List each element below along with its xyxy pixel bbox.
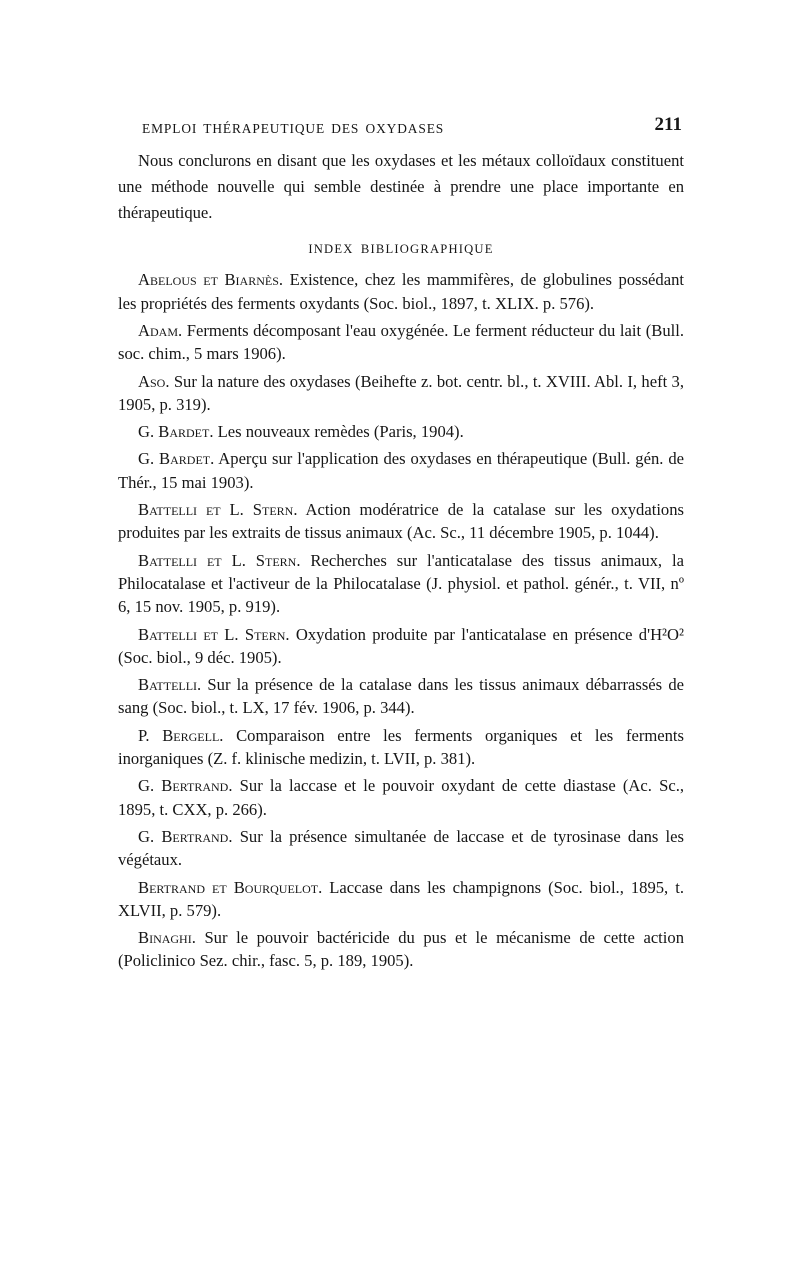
bibliography-text: Recherches sur l'anticatalase des tissus animaux, la Philocatalase et l'activeur de la Philocatalase (J. physiol. et pathol. génér., t. VII, nº 6, 15 nov. 1905, p. 919). <box>118 550 684 617</box>
bibliography-author: Binaghi. <box>138 928 196 948</box>
bibliography-entry <box>118 447 684 498</box>
bibliography-author: G. Bardet. <box>138 422 214 442</box>
bibliography-author: Aso. <box>138 371 170 391</box>
bibliography-text: Sur la nature des oxydases (Beihefte z. bot. centr. bl., t. XVIII. Abl. I, heft 3, 1905, p. 319). <box>118 371 684 414</box>
page-number: 211 <box>654 114 682 135</box>
bibliography-text: Sur le pouvoir bactéricide du pus et le mécanisme de cette action (Policlinico Sez. chir., fasc. 5, p. 189, 1905). <box>118 928 684 971</box>
conclusion-paragraph: Nous conclurons en disant que les oxydases et les métaux colloïdaux constituent une méthode nouvelle qui semble destinée à prendre une place importante en thérapeutique. <box>118 151 684 222</box>
book-page <box>118 110 684 977</box>
bibliography-author: P. Bergell. <box>138 725 224 745</box>
running-head: EMPLOI THÉRAPEUTIQUE DES OXYDASES <box>142 121 445 136</box>
bibliography-author: Battelli et L. Stern. <box>138 500 298 520</box>
bibliography-author: Battelli. <box>138 675 202 695</box>
bibliography-entry <box>118 876 684 927</box>
bibliography-text: Sur la présence simultanée de laccase et de tyrosinase dans les végétaux. <box>118 826 684 870</box>
bibliography-entry <box>118 623 684 674</box>
bibliography-list <box>118 268 684 976</box>
bibliography-entry <box>118 268 684 319</box>
bibliography-text: Laccase dans les champignons (Soc. biol., 1895, t. XLVII, p. 579). <box>118 877 684 920</box>
bibliography-author: G. Bertrand. <box>138 826 233 846</box>
bibliography-text: Ferments décomposant l'eau oxygénée. Le ferment réducteur du lait (Bull. soc. chim., 5 mars 1906). <box>118 320 684 364</box>
bibliography-text: Existence, chez les mammifères, de globulines possédant les propriétés des ferments oxydants (Soc. biol., 1897, t. XLIX. p. 576). <box>118 270 684 313</box>
bibliography-entry <box>118 774 684 825</box>
page-header <box>118 110 684 138</box>
bibliography-entry <box>118 926 684 977</box>
bibliography-text: Sur la laccase et le pouvoir oxydant de cette diastase (Ac. Sc., 1895, t. CXX, p. 266). <box>118 776 684 819</box>
bibliography-text: Aperçu sur l'application des oxydases en thérapeutique (Bull. gén. de Thér., 15 mai 1903). <box>118 449 685 492</box>
bibliography-entry <box>118 319 684 370</box>
bibliography-text: Oxydation produite par l'anticatalase en présence d'H²O² (Soc. biol., 9 déc. 1905). <box>118 624 684 667</box>
bibliography-author: G. Bardet. <box>138 449 215 469</box>
bibliography-entry <box>118 825 684 876</box>
bibliography-entry <box>118 724 684 775</box>
bibliography-author: Battelli et L. Stern. <box>138 624 290 644</box>
bibliography-text: Comparaison entre les ferments organiques et les ferments inorganiques (Z. f. klinische medizin, t. LVII, p. 381). <box>118 725 684 769</box>
bibliography-entry <box>118 549 684 623</box>
bibliography-author: Abelous et Biarnès. <box>138 270 284 290</box>
bibliography-author: G. Bertrand. <box>138 776 233 796</box>
bibliography-entry <box>118 498 684 549</box>
bibliography-entry <box>118 673 684 724</box>
bibliography-text: Action modératrice de la catalase sur les oxydations produites par les extraits de tissus animaux (Ac. Sc., 11 décembre 1905, p. 1044). <box>118 500 684 543</box>
bibliography-author: Bertrand et Bourquelot. <box>138 877 323 897</box>
bibliography-author: Battelli et L. Stern. <box>138 550 301 570</box>
bibliography-author: Adam. <box>138 320 183 340</box>
bibliography-entry <box>118 420 684 447</box>
bibliography-heading: INDEX BIBLIOGRAPHIQUE <box>308 242 494 257</box>
bibliography-text: Sur la présence de la catalase dans les tissus animaux débarrassés de sang (Soc. biol., t. LX, 17 fév. 1906, p. 344). <box>118 675 684 718</box>
bibliography-text: Les nouveaux remèdes (Paris, 1904). <box>213 422 464 442</box>
bibliography-entry <box>118 370 684 421</box>
